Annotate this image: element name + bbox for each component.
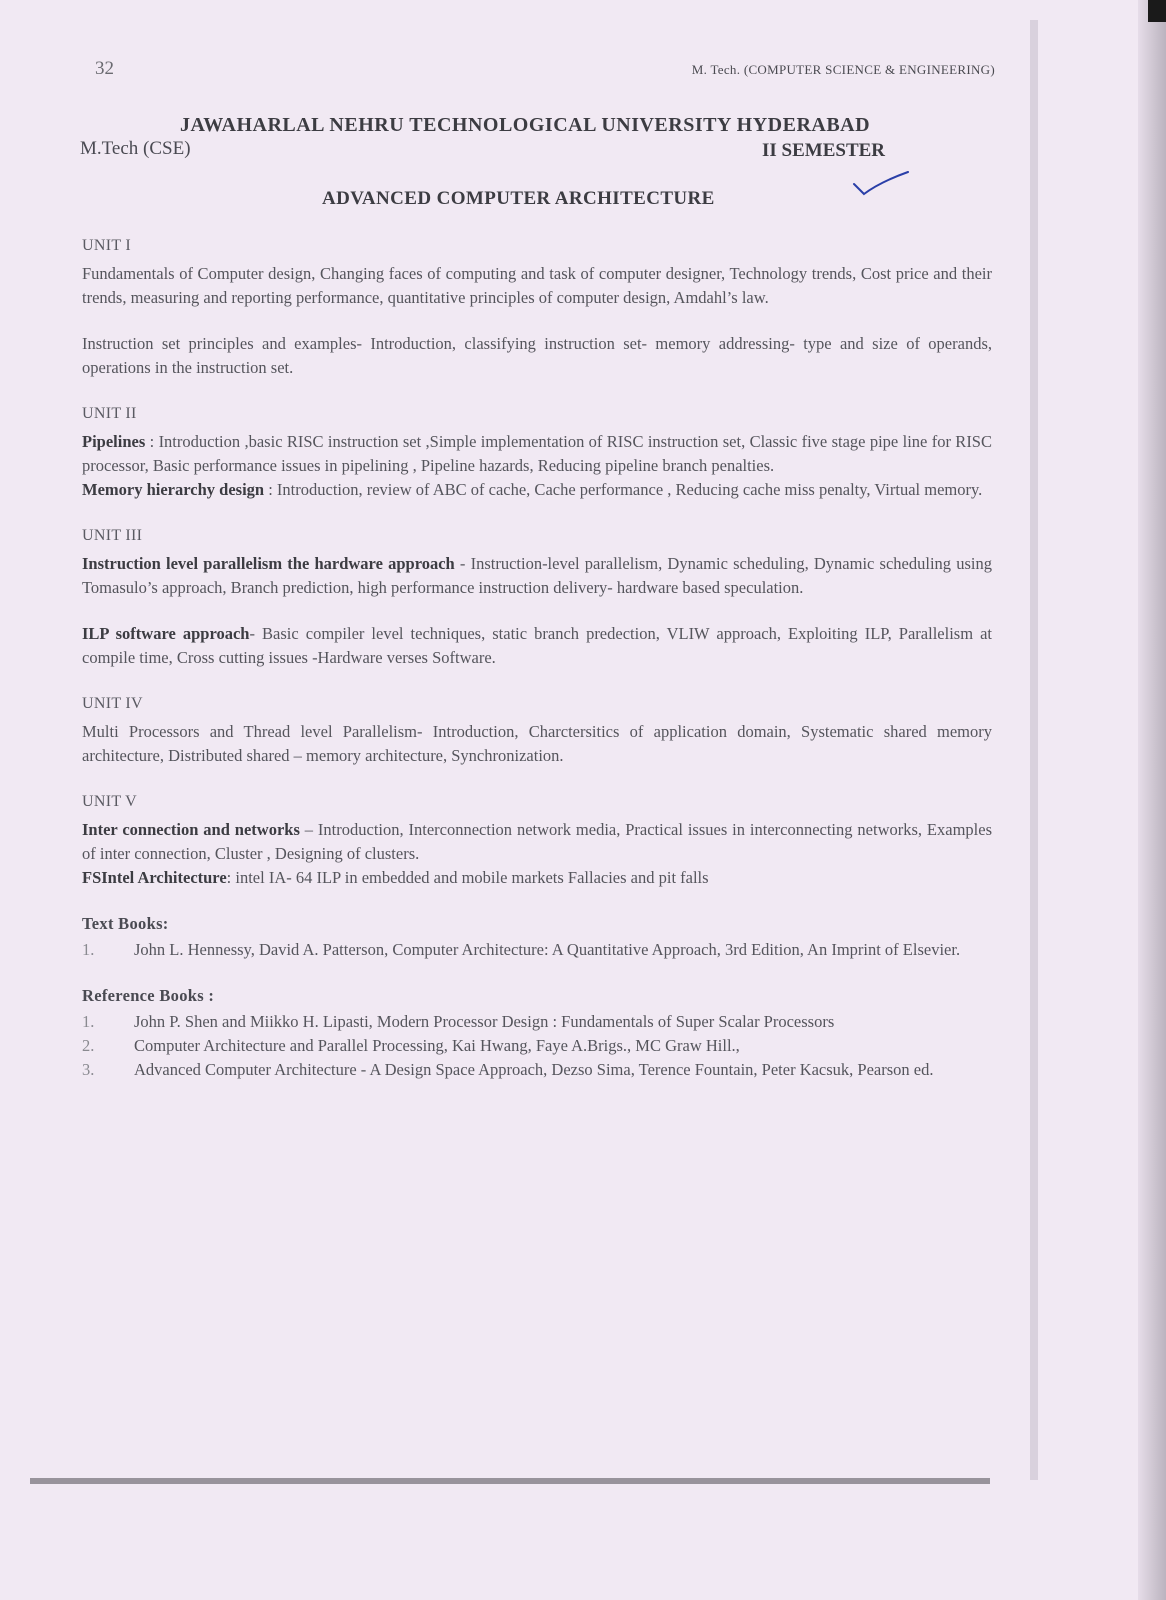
topic-lead: ILP software approach <box>82 624 250 643</box>
course-title: ADVANCED COMPUTER ARCHITECTURE <box>322 188 715 209</box>
reference-books-list <box>82 1010 992 1082</box>
unit-paragraph <box>82 262 992 310</box>
text-books-list <box>82 938 992 962</box>
unit-paragraph <box>82 430 992 478</box>
unit-paragraph <box>82 866 992 890</box>
topic-lead: Instruction level parallelism the hardware approach <box>82 554 455 573</box>
unit-heading: UNIT V <box>82 793 137 810</box>
unit-paragraph <box>82 552 992 600</box>
book-citation: John L. Hennessy, David A. Patterson, Computer Architecture: A Quantitative Approach, 3rd Edition, An Imprint of Elsevier. <box>134 940 961 959</box>
list-number: 2. <box>82 1036 95 1055</box>
topic-lead: FSIntel Architecture <box>82 868 227 887</box>
text-books-heading: Text Books: <box>82 914 169 933</box>
paper-edge-shadow <box>1030 20 1038 1480</box>
list-item <box>82 1010 992 1034</box>
topic-text: - Instruction-level parallelism, Dynamic scheduling, Dynamic scheduling using Tomasulo’s approach, Branch prediction, high performance instruction delivery- hardware based speculation. <box>82 554 992 597</box>
unit-4 <box>82 692 992 768</box>
scan-corner <box>1148 0 1166 22</box>
book-citation: Advanced Computer Architecture - A Design Space Approach, Dezso Sima, Terence Fountain, Peter Kacsuk, Pearson ed. <box>134 1060 934 1079</box>
unit-paragraph <box>82 622 992 670</box>
unit-heading: UNIT I <box>82 237 132 254</box>
unit-paragraph <box>82 332 992 380</box>
unit-1 <box>82 234 992 380</box>
topic-text: : Introduction ,basic RISC instruction set ,Simple implementation of RISC instruction set, Classic five stage pipe line for RISC processor, Basic performance issues in pipelining , Pipeline hazards, Reducing pipeline branch penalties. <box>82 432 992 475</box>
list-number: 3. <box>82 1060 95 1079</box>
list-number: 1. <box>82 940 95 959</box>
list-item <box>82 1058 992 1082</box>
unit-heading: UNIT III <box>82 527 143 544</box>
unit-heading: UNIT IV <box>82 695 143 712</box>
scan-border <box>1138 0 1166 1600</box>
book-citation: John P. Shen and Miikko H. Lipasti, Modern Processor Design : Fundamentals of Super Scalar Processors <box>134 1012 835 1031</box>
topic-text: : intel IA- 64 ILP in embedded and mobile markets Fallacies and pit falls <box>226 868 709 887</box>
list-item <box>82 1034 992 1058</box>
unit-paragraph <box>82 720 992 768</box>
paper-bottom-edge <box>30 1478 990 1484</box>
text-books <box>82 912 992 962</box>
unit-heading: UNIT II <box>82 405 137 422</box>
topic-lead: Memory hierarchy design <box>82 480 265 499</box>
reference-books <box>82 984 992 1082</box>
checkmark-icon <box>852 170 912 200</box>
topic-text: : Introduction, review of ABC of cache, Cache performance , Reducing cache miss penalty, Virtual memory. <box>264 480 983 499</box>
topic-text: Instruction set principles and examples- Introduction, classifying instruction set- memory addressing- type and size of operands, operations in the instruction set. <box>82 334 992 377</box>
topic-text: - Basic compiler level techniques, static branch predection, VLIW approach, Exploiting ILP, Parallelism at compile time, Cross cutting issues -Hardware verses Software. <box>82 624 992 667</box>
university-name: JAWAHARLAL NEHRU TECHNOLOGICAL UNIVERSITY HYDERABAD <box>180 114 871 136</box>
book-citation: Computer Architecture and Parallel Processing, Kai Hwang, Faye A.Brigs., MC Graw Hill., <box>134 1036 740 1055</box>
unit-5 <box>82 790 992 890</box>
topic-text: Multi Processors and Thread level Parallelism- Introduction, Charctersitics of application domain, Systematic shared memory architecture, Distributed shared – memory architecture, Synchronization. <box>82 722 992 765</box>
topic-lead: Pipelines <box>82 432 146 451</box>
semester-label: II SEMESTER <box>762 140 886 161</box>
page-number: 32 <box>95 58 114 79</box>
program-name: M.Tech (CSE) <box>80 138 191 159</box>
topic-text: – Introduction, Interconnection network media, Practical issues in interconnecting networks, Examples of inter connection, Cluster , Designing of clusters. <box>82 820 992 863</box>
unit-2 <box>82 402 992 502</box>
running-header <box>95 58 995 82</box>
unit-paragraph <box>82 478 992 502</box>
list-number: 1. <box>82 1012 95 1031</box>
unit-3 <box>82 524 992 670</box>
list-item <box>82 938 992 962</box>
syllabus-content <box>82 234 992 1104</box>
topic-text: Fundamentals of Computer design, Changing faces of computing and task of computer designer, Technology trends, Cost price and their trends, measuring and reporting performance, quantitative principles of computer design, Amdahl’s law. <box>82 264 992 307</box>
reference-books-heading: Reference Books : <box>82 986 215 1005</box>
running-head: M. Tech. (COMPUTER SCIENCE & ENGINEERING) <box>691 62 995 77</box>
topic-lead: Inter connection and networks <box>82 820 300 839</box>
unit-paragraph <box>82 818 992 866</box>
